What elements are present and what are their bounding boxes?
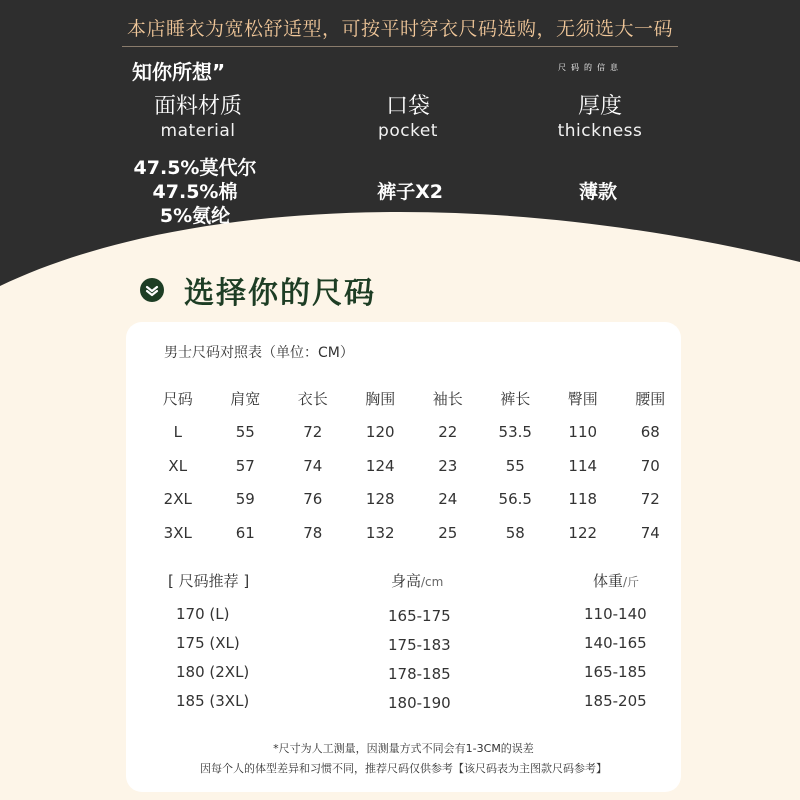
- material-line: 5%氨纶: [159, 205, 231, 227]
- table-cell: 53.5: [498, 423, 532, 442]
- size-card: [126, 322, 681, 792]
- column-header: 胸围: [365, 390, 396, 409]
- recommend-size: 175 (XL): [176, 634, 240, 652]
- attr-material-zh: 面料材质: [153, 94, 242, 119]
- column-header: 衣长: [297, 390, 328, 409]
- column-header: 臀围: [567, 390, 598, 409]
- recommend-height: 178-185: [388, 665, 451, 683]
- table-cell: L: [173, 423, 182, 442]
- attr-thickness-en: thickness: [557, 121, 643, 141]
- table-cell: 57: [235, 456, 255, 475]
- pocket-value: 裤子X2: [377, 181, 443, 203]
- material-line: 47.5%棉: [152, 181, 238, 203]
- table-cell: 118: [568, 490, 598, 509]
- size-table: [144, 382, 684, 550]
- table-cell: 23: [438, 456, 458, 475]
- table-row: [144, 416, 684, 450]
- attr-thickness: [500, 94, 700, 142]
- table-cell: 58: [505, 523, 525, 542]
- table-cell: 120: [365, 423, 395, 442]
- table-header-row: [144, 382, 684, 416]
- table-cell: 70: [640, 456, 660, 475]
- attr-thickness-zh: 厚度: [577, 94, 622, 119]
- section-title: 选择你的尺码: [184, 276, 376, 311]
- table-cell: 22: [438, 423, 458, 442]
- recommend-height: 165-175: [388, 607, 451, 625]
- header-divider: [122, 46, 678, 47]
- column-header: 裤长: [500, 390, 531, 409]
- table-cell: 74: [640, 523, 660, 542]
- table-cell: 68: [640, 423, 660, 442]
- column-header: 尺码: [162, 390, 193, 409]
- size-chart-title: 男士尺码对照表（单位：CM）: [164, 345, 354, 361]
- table-cell: 114: [568, 456, 598, 475]
- weight-label: 体重: [593, 572, 624, 590]
- table-cell: XL: [168, 456, 188, 475]
- table-cell: 78: [303, 523, 323, 542]
- weight-header: [593, 570, 639, 591]
- thickness-value: 薄款: [578, 181, 617, 203]
- column-header: 肩宽: [230, 390, 261, 409]
- info-title: 尺码的信息: [558, 63, 623, 72]
- section-header: [140, 268, 376, 312]
- table-cell: 128: [365, 490, 395, 509]
- table-row: [144, 483, 684, 517]
- table-cell: 2XL: [163, 490, 192, 509]
- attr-pocket-zh: 口袋: [385, 94, 430, 119]
- recommend-size: 180 (2XL): [176, 663, 250, 681]
- material-line: 47.5%莫代尔: [133, 157, 257, 179]
- table-cell: 56.5: [498, 490, 532, 509]
- brand-slogan: 知你所想”: [132, 60, 226, 84]
- recommend-label: [ 尺码推荐 ]: [168, 572, 250, 590]
- height-header: [391, 570, 443, 591]
- material-value: [85, 156, 305, 228]
- table-cell: 24: [438, 490, 458, 509]
- header-background: [0, 0, 800, 300]
- table-cell: 110: [568, 423, 598, 442]
- height-unit: /cm: [421, 575, 444, 589]
- attr-pocket-en: pocket: [378, 121, 438, 141]
- attr-material: [98, 94, 298, 142]
- table-cell: 61: [235, 523, 255, 542]
- chevron-down-icon: [140, 278, 164, 302]
- table-row: [144, 449, 684, 483]
- sizing-notice: 本店睡衣为宽松舒适型，可按平时穿衣尺码选购，无须选大一码: [126, 18, 673, 40]
- height-label: 身高: [391, 572, 422, 590]
- recommend-height: 175-183: [388, 636, 451, 654]
- column-header: 袖长: [432, 390, 463, 409]
- recommend-size: 170 (L): [176, 605, 230, 623]
- recommend-weight: 140-165: [584, 634, 647, 652]
- table-cell: 122: [568, 523, 598, 542]
- table-cell: 76: [303, 490, 323, 509]
- recommend-size: 185 (3XL): [176, 692, 250, 710]
- table-cell: 72: [303, 423, 323, 442]
- attr-material-en: material: [160, 121, 236, 141]
- weight-unit: /斤: [623, 575, 640, 589]
- recommend-weight: 185-205: [584, 692, 647, 710]
- table-cell: 55: [235, 423, 255, 442]
- recommend-weight: 110-140: [584, 605, 647, 623]
- table-row: [144, 516, 684, 550]
- table-cell: 25: [438, 523, 458, 542]
- measurement-note: *尺寸为人工测量，因测量方式不同会有1-3CM的误差: [273, 742, 534, 755]
- table-cell: 3XL: [163, 523, 192, 542]
- table-cell: 72: [640, 490, 660, 509]
- table-cell: 132: [365, 523, 395, 542]
- column-header: 腰围: [635, 390, 666, 409]
- table-cell: 55: [505, 456, 525, 475]
- table-cell: 124: [365, 456, 395, 475]
- table-cell: 74: [303, 456, 323, 475]
- attr-pocket: [308, 94, 508, 142]
- recommend-weight: 165-185: [584, 663, 647, 681]
- table-cell: 59: [235, 490, 255, 509]
- reference-note: 因每个人的体型差异和习惯不同，推荐尺码仅供参考【该尺码表为主图款尺码参考】: [200, 762, 607, 775]
- recommend-height: 180-190: [388, 694, 451, 712]
